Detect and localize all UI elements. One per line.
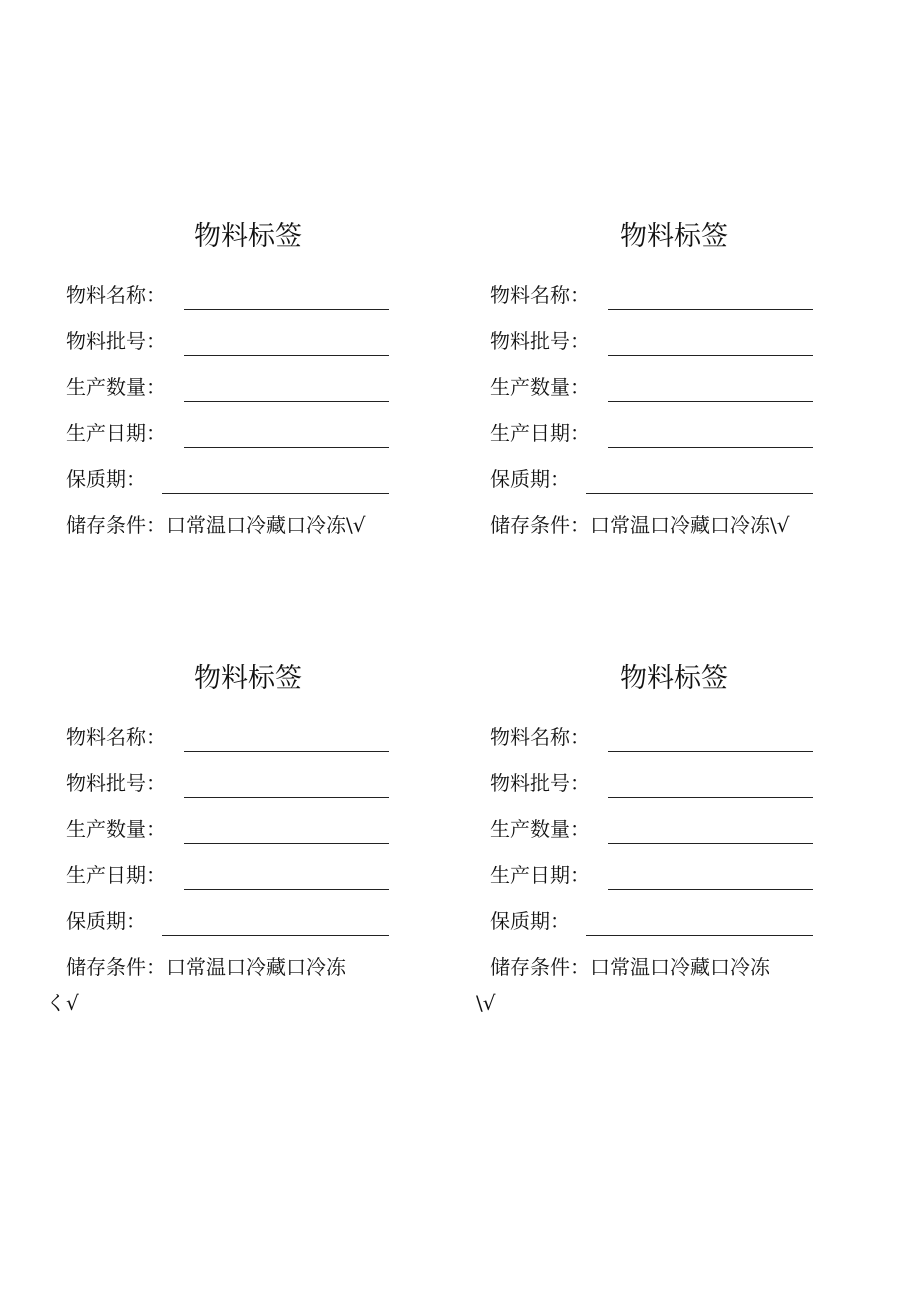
field-label: 保质期： xyxy=(66,909,146,933)
field-label: 物料名称： xyxy=(66,725,166,749)
blank-line[interactable] xyxy=(184,797,389,798)
field-label: 生产日期： xyxy=(490,863,590,887)
blank-line[interactable] xyxy=(608,309,813,310)
field-label: 保质期： xyxy=(66,467,146,491)
field-label: 生产数量： xyxy=(66,817,166,841)
blank-line[interactable] xyxy=(608,751,813,752)
storage-conditions: 储存条件：口常温口冷藏口冷冻\√ xyxy=(490,513,790,537)
field-label: 物料名称： xyxy=(66,283,166,307)
label-title: 物料标签 xyxy=(620,663,728,694)
blank-line[interactable] xyxy=(184,355,389,356)
storage-conditions-wrap: \√ xyxy=(476,991,496,1015)
field-label: 物料批号： xyxy=(66,329,166,353)
field-label: 物料名称： xyxy=(490,725,590,749)
blank-line[interactable] xyxy=(184,401,389,402)
storage-conditions: 储存条件：口常温口冷藏口冷冻 xyxy=(490,955,770,979)
blank-line[interactable] xyxy=(608,355,813,356)
field-label: 保质期： xyxy=(490,909,570,933)
storage-conditions-wrap: く√ xyxy=(46,991,79,1015)
blank-line[interactable] xyxy=(586,935,813,936)
blank-line[interactable] xyxy=(184,447,389,448)
blank-line[interactable] xyxy=(608,843,813,844)
label-title: 物料标签 xyxy=(620,221,728,252)
field-label: 保质期： xyxy=(490,467,570,491)
field-label: 生产日期： xyxy=(66,421,166,445)
field-label: 物料名称： xyxy=(490,283,590,307)
blank-line[interactable] xyxy=(184,889,389,890)
blank-line[interactable] xyxy=(184,843,389,844)
field-label: 物料批号： xyxy=(490,329,590,353)
label-title: 物料标签 xyxy=(194,663,302,694)
storage-conditions: 储存条件：口常温口冷藏口冷冻\√ xyxy=(66,513,366,537)
field-label: 生产日期： xyxy=(490,421,590,445)
field-label: 生产数量： xyxy=(490,817,590,841)
blank-line[interactable] xyxy=(162,935,389,936)
blank-line[interactable] xyxy=(162,493,389,494)
field-label: 物料批号： xyxy=(490,771,590,795)
blank-line[interactable] xyxy=(608,401,813,402)
field-label: 物料批号： xyxy=(66,771,166,795)
blank-line[interactable] xyxy=(608,889,813,890)
blank-line[interactable] xyxy=(184,751,389,752)
field-label: 生产日期： xyxy=(66,863,166,887)
blank-line[interactable] xyxy=(184,309,389,310)
storage-conditions: 储存条件：口常温口冷藏口冷冻 xyxy=(66,955,346,979)
label-title: 物料标签 xyxy=(194,221,302,252)
field-label: 生产数量： xyxy=(66,375,166,399)
field-label: 生产数量： xyxy=(490,375,590,399)
blank-line[interactable] xyxy=(586,493,813,494)
blank-line[interactable] xyxy=(608,797,813,798)
blank-line[interactable] xyxy=(608,447,813,448)
